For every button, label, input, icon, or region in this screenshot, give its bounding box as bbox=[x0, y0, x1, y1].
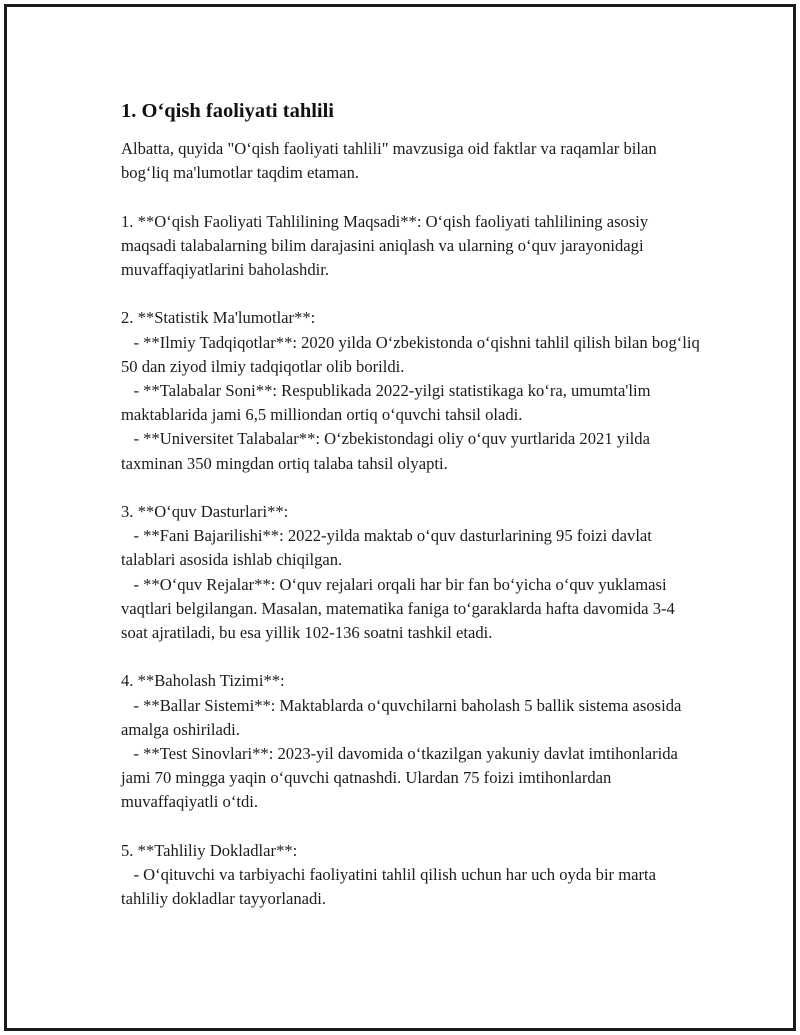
section-bullet: - **Fani Bajarilishi**: 2022-yilda maktab o‘quv dasturlarining 95 foizi davlat talablari asosida ishlab chiqilgan. bbox=[121, 526, 657, 570]
paragraph-gap bbox=[121, 645, 701, 669]
paragraph-gap bbox=[121, 815, 701, 839]
section-5 bbox=[121, 839, 701, 912]
section-bullet: - O‘qituvchi va tarbiyachi faoliyatini tahlil qilish uchun har uch oyda bir marta tahliliy dokladlar tayyorlanadi. bbox=[121, 865, 661, 909]
paragraph-gap bbox=[121, 282, 701, 306]
section-heading: 2. **Statistik Ma'lumotlar**: bbox=[121, 308, 316, 328]
section-bullet: - **O‘quv Rejalar**: O‘quv rejalari orqali har bir fan bo‘yicha o‘quv yuklamasi vaqtlari belgilangan. Masalan, matematika faniga to‘garaklarda hafta davomida 3-4 soat ajratiladi, bu esa yillik 102-136 soatni tashkil etadi. bbox=[121, 574, 679, 643]
section-heading: 4. **Baholash Tizimi**: bbox=[121, 671, 285, 691]
document-title: 1. O‘qish faoliyati tahlili bbox=[121, 100, 334, 122]
paragraph-gap bbox=[121, 185, 701, 209]
section-bullet: - **Talabalar Soni**: Respublikada 2022-yilgi statistikaga ko‘ra, umumta'lim maktablarida jami 6,5 milliondan ortiq o‘quvchi tahsil oladi. bbox=[121, 381, 655, 425]
section-heading: 3. **O‘quv Dasturlari**: bbox=[121, 502, 289, 521]
intro-paragraph: Albatta, quyida "O‘qish faoliyati tahlili" mavzusiga oid faktlar va raqamlar bilan bog‘liq ma'lumotlar taqdim etaman. bbox=[121, 139, 661, 183]
section-4 bbox=[121, 669, 701, 814]
page-frame bbox=[4, 4, 796, 1031]
section-bullet: - **Universitet Talabalar**: O‘zbekistondagi oliy o‘quv yurtlarida 2021 yilda taxminan 350 mingdan ortiq talaba tahsil olyapti. bbox=[121, 429, 655, 473]
section-heading: 5. **Tahliliy Dokladlar**: bbox=[121, 840, 298, 860]
paragraph-gap bbox=[121, 476, 701, 500]
section-bullet: - **Test Sinovlari**: 2023-yil davomida o‘tkazilgan yakuniy davlat imtihonlarida jami 70 mingga yaqin o‘quvchi qatnashdi. Ulardan 75 foizi imtihonlardan muvaffaqiyatli o‘tdi. bbox=[121, 744, 683, 812]
section-line: 1. **O‘qish Faoliyati Tahlilining Maqsadi**: O‘qish faoliyati tahlilining asosiy maqsadi talabalarning bilim darajasini aniqlash va ularning o‘quv jarayonidagi muvaffaqiyatlarini baholashdir. bbox=[121, 211, 653, 279]
section-bullet: - **Ballar Sistemi**: Maktablarda o‘quvchilarni baholash 5 ballik sistema asosida amalga oshiriladi. bbox=[121, 695, 686, 739]
section-2 bbox=[121, 306, 704, 475]
section-3 bbox=[121, 500, 701, 645]
document-body bbox=[121, 98, 704, 911]
section-bullet: - **Ilmiy Tadqiqotlar**: 2020 yilda O‘zbekistonda o‘qishni tahlil qilish bilan bog‘liq 50 dan ziyod ilmiy tadqiqotlar olib borildi. bbox=[121, 332, 704, 376]
section-1 bbox=[121, 210, 701, 283]
